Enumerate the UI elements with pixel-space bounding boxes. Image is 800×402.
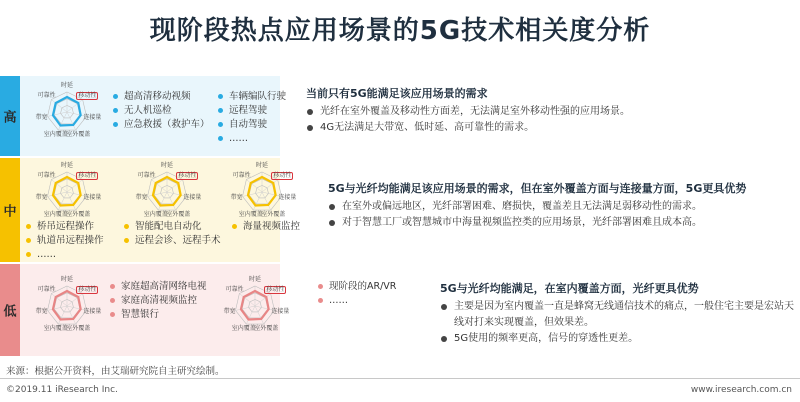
radar-axis-label: 可靠性 xyxy=(37,171,56,179)
bullet-dot-icon xyxy=(124,224,129,229)
radar-axis-label: 室外覆盖 xyxy=(66,211,91,219)
analysis-point: 在室外或偏远地区，光纤部署困难、磨损快，覆盖差且无法满足弱移动性的需求。 xyxy=(328,199,746,215)
radar-axis-line xyxy=(167,192,176,210)
analysis-heading: 5G与光纤均能满足该应用场景的需求，但在室外覆盖方面与连接量方面，5G更具优势 xyxy=(328,182,747,195)
radar-axis-label: 连接量 xyxy=(183,193,202,201)
radar-axis-label: 带宽 xyxy=(223,307,236,315)
scenario-item: 远程驾驶 xyxy=(218,104,286,118)
radar-axis-label: 时延 xyxy=(256,162,269,169)
scenario-list xyxy=(232,220,300,234)
scenario-list xyxy=(318,280,396,308)
analysis-point: 对于智慧工厂或智慧城市中海量视频监控类的应用场景，光纤部署困难且成本高。 xyxy=(328,215,746,231)
scenario-item: 应急救援（救护车） xyxy=(113,118,210,132)
bullet-dot-icon xyxy=(232,224,237,229)
analysis-point: 5G使用的频率更高，信号的穿透性更差。 xyxy=(440,331,795,347)
copyright: ©2019.11 iResearch Inc. xyxy=(6,385,118,395)
radar-axis-label: 移动性 xyxy=(273,171,292,179)
source-note: 来源：根据公开资料，由艾瑞研究院自主研究绘制。 xyxy=(6,366,225,377)
scenario-item: 轨道吊远程操作 xyxy=(26,234,104,248)
tier-medium-label: 中 xyxy=(3,204,17,220)
radar-axis-label: 连接量 xyxy=(83,113,102,121)
radar-axis-label: 时延 xyxy=(61,162,74,169)
radar-axis-label: 可靠性 xyxy=(37,285,56,293)
radar-chart xyxy=(218,276,292,334)
radar-axis-line xyxy=(148,192,167,196)
scenario-item: 现阶段的AR/VR xyxy=(318,280,396,294)
bullet-dot-icon xyxy=(318,284,323,289)
radar-axis-label: 时延 xyxy=(61,82,74,89)
radar-axis-label: 室内覆盖 xyxy=(231,325,256,333)
radar-axis-label: 带宽 xyxy=(35,193,48,201)
scenario-list xyxy=(218,90,286,146)
radar-axis-label: 移动性 xyxy=(78,91,97,99)
analysis-point: 光纤在室外覆盖及移动性方面差，无法满足室外移动性强的应用场景。 xyxy=(306,104,630,120)
scenario-list xyxy=(113,90,210,132)
bullet-dot-icon xyxy=(113,94,118,99)
scenario-item: …… xyxy=(218,132,286,146)
radar-chart xyxy=(130,162,204,220)
radar-axis-line xyxy=(58,192,67,210)
analysis-block xyxy=(440,280,795,347)
bullet-dot-icon xyxy=(329,220,335,226)
bullet-dot-icon xyxy=(113,122,118,127)
bullet-dot-icon xyxy=(26,224,31,229)
bullet-dot-icon xyxy=(110,298,115,303)
radar-axis-label: 连接量 xyxy=(83,193,102,201)
scenario-item: 桥吊远程操作 xyxy=(26,220,104,234)
scenario-item: 远程会诊、远程手术 xyxy=(124,234,221,248)
radar-axis-label: 移动性 xyxy=(78,171,97,179)
radar-axis-line xyxy=(243,192,262,196)
radar-axis-label: 时延 xyxy=(249,276,262,283)
bullet-dot-icon xyxy=(26,238,31,243)
radar-axis-label: 室内覆盖 xyxy=(43,325,68,333)
page-title: 现阶段热点应用场景的5G技术相关度分析 xyxy=(149,16,651,46)
bullet-dot-icon xyxy=(113,108,118,113)
analysis-point: 主要是因为室内覆盖一直是蜂窝无线通信技术的痛点，一般住宅主要是宏站天线对打来实现覆盖，但效果差。 xyxy=(440,299,795,331)
scenario-item: 无人机巡检 xyxy=(113,104,210,118)
radar-axis-line xyxy=(246,306,255,324)
radar-axis-label: 带宽 xyxy=(135,193,148,201)
analysis-block xyxy=(328,180,746,231)
bullet-dot-icon xyxy=(307,109,313,115)
scenario-item: 自动驾驶 xyxy=(218,118,286,132)
radar-axis-line xyxy=(48,112,67,116)
bullet-dot-icon xyxy=(218,136,223,141)
bullet-dot-icon xyxy=(307,125,313,131)
scenario-list xyxy=(26,220,104,262)
bullet-dot-icon xyxy=(318,298,323,303)
tier-high-label: 高 xyxy=(3,110,17,126)
analysis-block xyxy=(306,85,630,136)
scenario-item: 智能配电自动化 xyxy=(124,220,221,234)
tier-low-label: 低 xyxy=(3,304,17,320)
scenario-item: …… xyxy=(26,248,104,262)
radar-axis-label: 可靠性 xyxy=(137,171,156,179)
radar-axis-label: 室内覆盖 xyxy=(43,131,68,139)
bullet-dot-icon xyxy=(110,312,115,317)
radar-chart xyxy=(30,276,104,334)
bullet-dot-icon xyxy=(124,238,129,243)
scenario-item: 家庭高清视频监控 xyxy=(110,294,207,308)
radar-axis-label: 可靠性 xyxy=(232,171,251,179)
bullet-dot-icon xyxy=(441,304,447,310)
analysis-point: 4G无法满足大带宽、低时延、高可靠性的需求。 xyxy=(306,120,630,136)
bullet-dot-icon xyxy=(218,94,223,99)
radar-axis-line xyxy=(48,306,67,310)
scenario-item: 海量视频监控 xyxy=(232,220,300,234)
radar-chart xyxy=(30,82,104,140)
radar-axis-label: 室内覆盖 xyxy=(43,211,68,219)
tier-high xyxy=(0,76,800,156)
radar-axis-label: 带宽 xyxy=(230,193,243,201)
radar-axis-line xyxy=(236,306,255,310)
radar-axis-line xyxy=(48,192,67,196)
scenario-item: 智慧银行 xyxy=(110,308,207,322)
radar-axis-label: 带宽 xyxy=(35,113,48,121)
bullet-dot-icon xyxy=(110,284,115,289)
radar-axis-line xyxy=(67,306,76,324)
radar-axis-label: 可靠性 xyxy=(225,285,244,293)
scenario-item: 家庭超高清网络电视 xyxy=(110,280,207,294)
radar-axis-line xyxy=(67,192,76,210)
radar-chart xyxy=(30,162,104,220)
radar-axis-line xyxy=(58,112,67,130)
radar-axis-line xyxy=(158,192,167,210)
radar-axis-label: 连接量 xyxy=(83,307,102,315)
radar-axis-label: 可靠性 xyxy=(37,91,56,99)
analysis-heading: 5G与光纤均能满足，在室内覆盖方面，光纤更具优势 xyxy=(440,282,699,295)
scenario-item: 超高清移动视频 xyxy=(113,90,210,104)
bullet-dot-icon xyxy=(441,336,447,342)
bullet-dot-icon xyxy=(218,108,223,113)
radar-axis-label: 室外覆盖 xyxy=(254,325,279,333)
radar-axis-line xyxy=(262,192,271,210)
radar-axis-label: 室外覆盖 xyxy=(166,211,191,219)
radar-axis-label: 室内覆盖 xyxy=(238,211,263,219)
radar-axis-label: 带宽 xyxy=(35,307,48,315)
radar-chart xyxy=(225,162,299,220)
radar-axis-label: 时延 xyxy=(161,162,174,169)
website-link[interactable]: www.iresearch.com.cn xyxy=(690,385,792,395)
bullet-dot-icon xyxy=(26,252,31,257)
radar-axis-label: 连接量 xyxy=(278,193,297,201)
radar-axis-line xyxy=(58,306,67,324)
radar-axis-label: 室外覆盖 xyxy=(66,131,91,139)
radar-axis-label: 室内覆盖 xyxy=(143,211,168,219)
tier-medium xyxy=(0,158,800,262)
scenario-item: 车辆编队行驶 xyxy=(218,90,286,104)
footer-divider xyxy=(0,378,800,379)
radar-axis-label: 连接量 xyxy=(271,307,290,315)
radar-axis-label: 时延 xyxy=(61,276,74,283)
radar-axis-line xyxy=(67,112,76,130)
radar-axis-label: 室外覆盖 xyxy=(66,325,91,333)
radar-axis-label: 移动性 xyxy=(78,285,97,293)
scenario-list xyxy=(124,220,221,248)
radar-axis-label: 室外覆盖 xyxy=(261,211,286,219)
bullet-dot-icon xyxy=(329,204,335,210)
scenario-list xyxy=(110,280,207,322)
analysis-heading: 当前只有5G能满足该应用场景的需求 xyxy=(306,87,488,100)
radar-axis-label: 移动性 xyxy=(266,285,285,293)
bullet-dot-icon xyxy=(218,122,223,127)
radar-axis-line xyxy=(255,306,264,324)
tier-low xyxy=(0,264,800,356)
radar-axis-label: 移动性 xyxy=(178,171,197,179)
scenario-item: …… xyxy=(318,294,396,308)
radar-axis-line xyxy=(253,192,262,210)
